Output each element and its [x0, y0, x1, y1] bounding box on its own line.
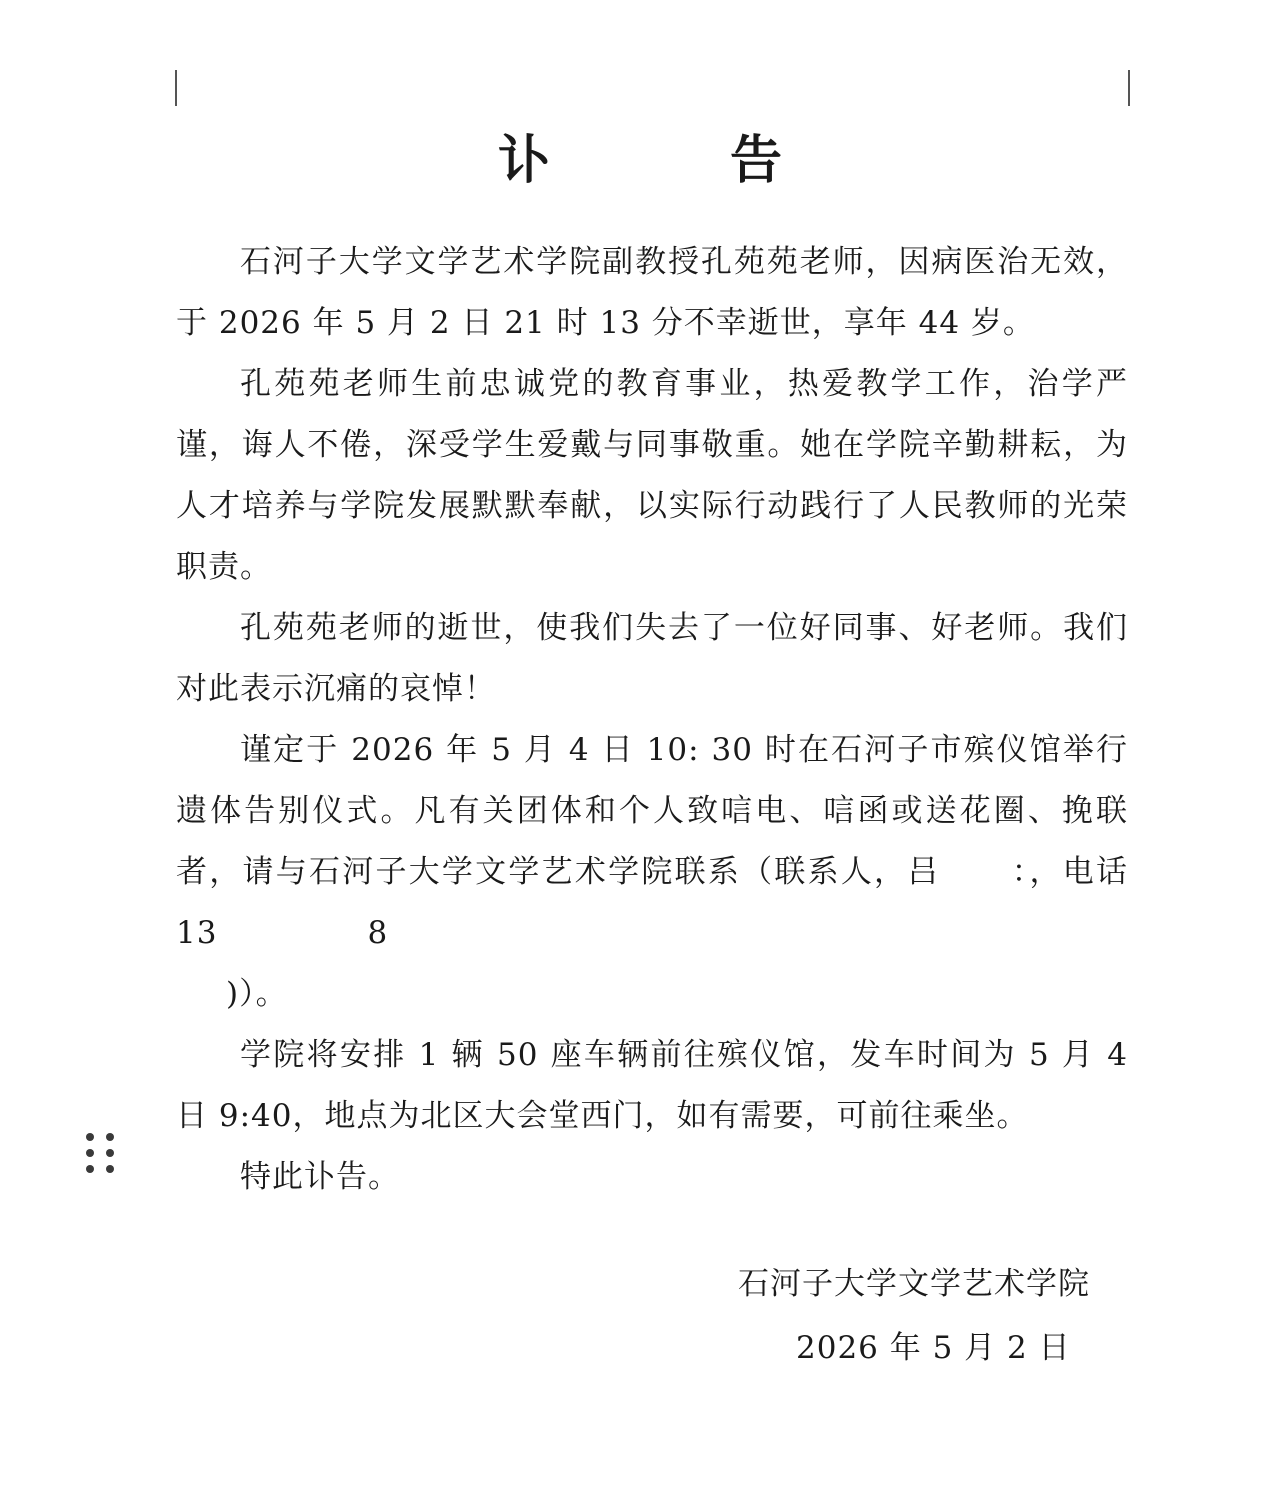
drag-dot [86, 1133, 94, 1141]
paragraph-closing: 特此讣告。 [240, 1159, 400, 1195]
drag-dot [106, 1165, 114, 1173]
paragraph-announcement: 石河子大学文学艺术学院副教授孔苑苑老师，因病医治无效，于 2026 年 5 月 2 日 21 时 13 分不幸逝世，享年 44 岁。 [176, 244, 1128, 341]
paragraph-ceremony [176, 720, 1128, 1025]
signature-organization: 石河子大学文学艺术学院 [738, 1266, 1090, 1302]
signature-date: 2026 年 5 月 2 日 [796, 1330, 1071, 1366]
document-body [176, 232, 1128, 1208]
ceremony-closing: )）。 [226, 976, 288, 1012]
ceremony-text: 谨定于 2026 年 5 月 4 日 10: 30 时在石河子市殡仪馆举行遗体告别仪式。凡有关团体和个人致唁电、唁函或送花圈、挽联者，请与石河子大学文学艺术学院联系（联系人，吕 [176, 732, 1128, 890]
ceremony-phone-label: ：，电话 13 [176, 854, 1129, 951]
document-title: 讣 告 [497, 131, 846, 191]
crop-mark-left [175, 70, 177, 106]
crop-mark-right [1128, 70, 1130, 106]
paragraph-condolence: 孔苑苑老师的逝世，使我们失去了一位好同事、好老师。我们对此表示沉痛的哀悼！ [176, 610, 1128, 707]
paragraph-bus: 学院将安排 1 辆 50 座车辆前往殡仪馆，发车时间为 5 月 4 日 9:40，地点为北区大会堂西门，如有需要，可前往乘坐。 [176, 1037, 1128, 1134]
drag-handle-icon[interactable] [86, 1133, 116, 1177]
drag-dot [106, 1149, 114, 1157]
ceremony-phone-tail: 8 [367, 915, 389, 951]
drag-dot [86, 1149, 94, 1157]
paragraph-tribute: 孔苑苑老师生前忠诚党的教育事业，热爱教学工作，治学严谨，诲人不倦，深受学生爱戴与同事敬重。她在学院辛勤耕耘，为人才培养与学院发展默默奉献，以实际行动践行了人民教师的光荣职责。 [176, 366, 1128, 585]
drag-dot [106, 1133, 114, 1141]
drag-dot [86, 1165, 94, 1173]
